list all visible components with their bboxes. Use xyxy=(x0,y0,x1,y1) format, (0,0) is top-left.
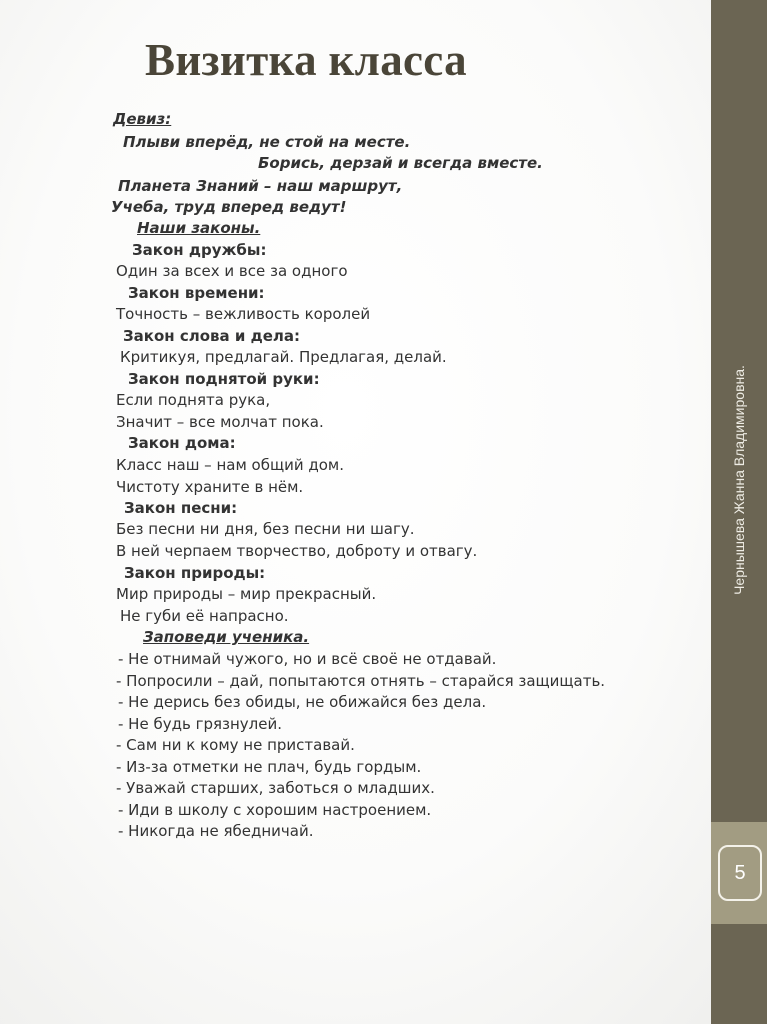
author-container xyxy=(711,340,767,620)
page-number: 5 xyxy=(718,845,762,901)
law-name: Закон времени: xyxy=(128,284,265,302)
law-text: Не губи её напрасно. xyxy=(120,607,289,625)
commandment-item: - Сам ни к кому не приставай. xyxy=(116,736,355,754)
law-text: Класс наш – нам общий дом. xyxy=(116,456,344,474)
law-text: Если поднята рука, xyxy=(116,391,271,409)
motto-heading: Девиз: xyxy=(113,110,172,128)
law-text: Мир природы – мир прекрасный. xyxy=(116,585,377,603)
commandment-item: - Не отнимай чужого, но и всё своё не отдавай. xyxy=(118,650,497,668)
author-name: Чернышева Жанна Владимировна. xyxy=(731,365,747,595)
law-name: Закон слова и дела: xyxy=(123,327,300,345)
law-name: Закон дома: xyxy=(128,434,236,452)
commandment-item: - Не будь грязнулей. xyxy=(118,715,282,733)
motto-line: Борись, дерзай и всегда вместе. xyxy=(258,154,543,172)
law-text: Точность – вежливость королей xyxy=(116,305,371,323)
commandment-item: - Уважай старших, заботься о младших. xyxy=(116,779,435,797)
law-text: Значит – все молчат пока. xyxy=(116,413,324,431)
motto-line: Плыви вперёд, не стой на месте. xyxy=(123,133,411,151)
law-text: Чистоту храните в нём. xyxy=(116,478,304,496)
law-name: Закон дружбы: xyxy=(132,241,267,259)
law-text: Без песни ни дня, без песни ни шагу. xyxy=(116,520,415,538)
commandment-item: - Не дерись без обиды, не обижайся без дела. xyxy=(118,693,487,711)
motto-line: Планета Знаний – наш маршрут, xyxy=(118,177,403,195)
slide-title: Визитка класса xyxy=(145,35,467,85)
commandments-heading: Заповеди ученика. xyxy=(143,628,310,646)
law-text: Один за всех и все за одного xyxy=(116,262,348,280)
law-text: В ней черпаем творчество, доброту и отвагу. xyxy=(116,542,478,560)
commandment-item: - Иди в школу с хорошим настроением. xyxy=(118,801,432,819)
motto-line: Учеба, труд вперед ведут! xyxy=(111,198,347,216)
commandment-item: - Никогда не ябедничай. xyxy=(118,822,314,840)
law-name: Закон поднятой руки: xyxy=(128,370,320,388)
law-name: Закон песни: xyxy=(124,499,238,517)
commandment-item: - Из-за отметки не плач, будь гордым. xyxy=(116,758,422,776)
laws-heading: Наши законы. xyxy=(137,219,261,237)
sidebar-bottom-band xyxy=(711,924,767,1024)
commandment-item: - Попросили – дай, попытаются отнять – старайся защищать. xyxy=(116,672,606,690)
law-name: Закон природы: xyxy=(124,564,266,582)
law-text: Критикуя, предлагай. Предлагая, делай. xyxy=(120,348,447,366)
